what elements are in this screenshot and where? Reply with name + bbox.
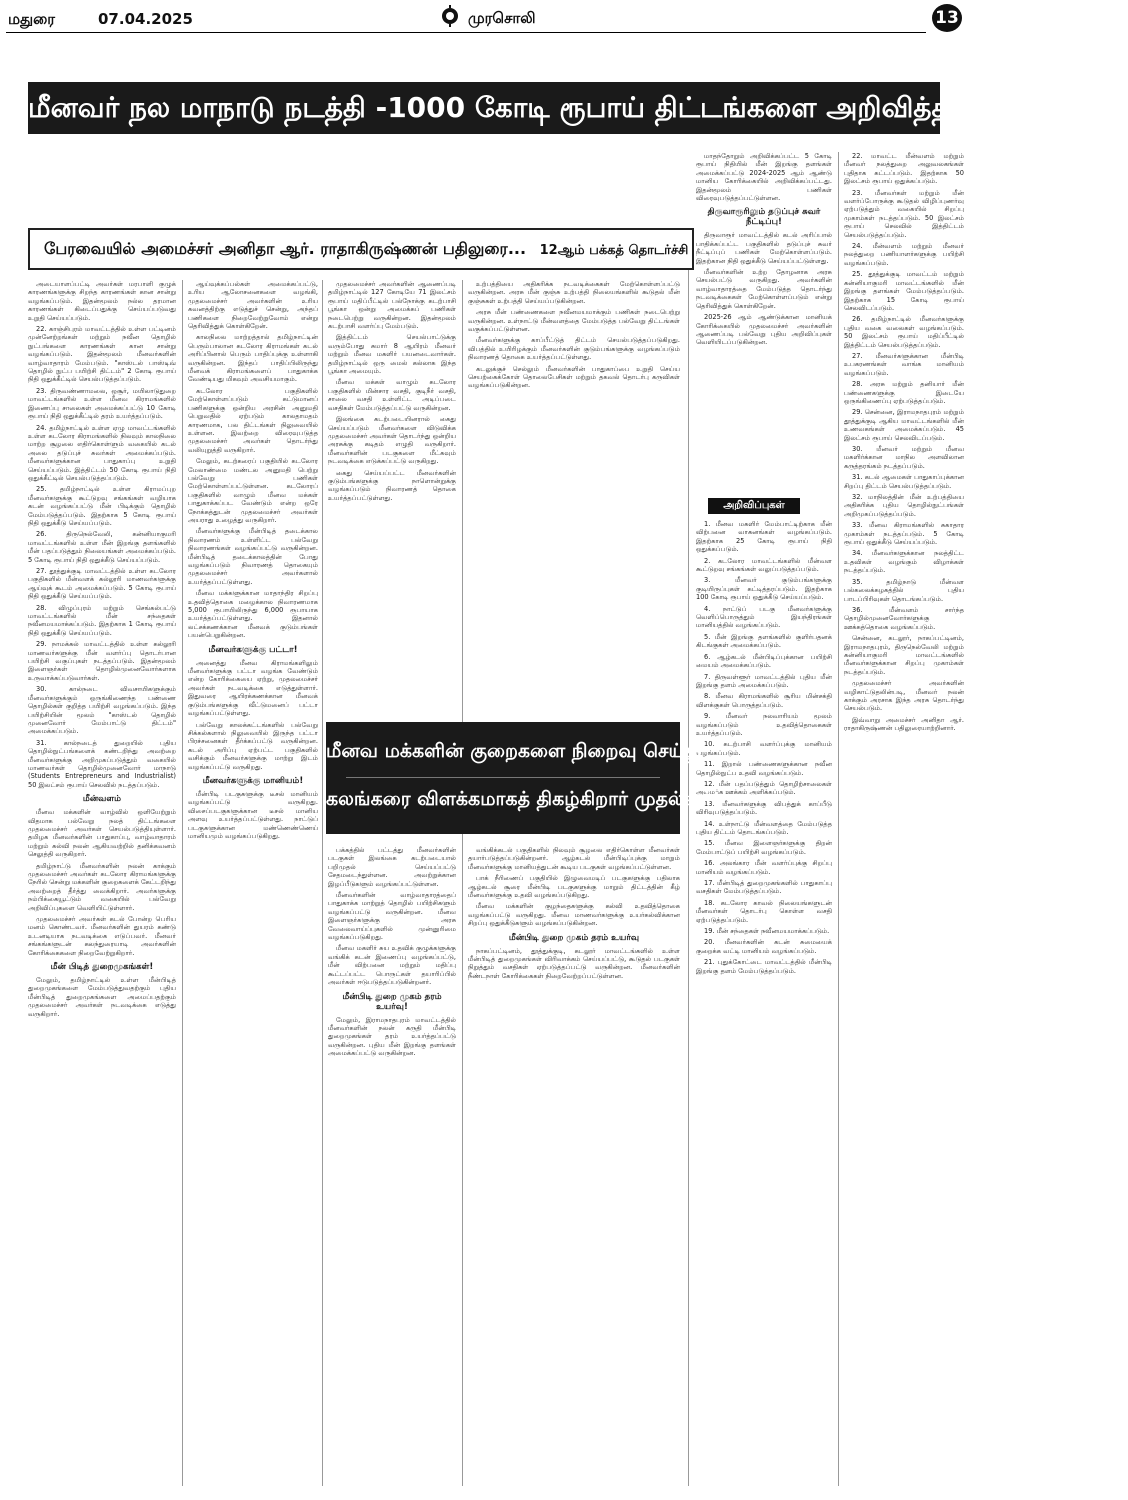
paragraph: 30. மீனவர் மற்றும் மீனவ மகளிர்க்கான மாநில அளவிலான கருத்தரங்கம் நடத்தப்படும். bbox=[844, 445, 964, 470]
rising-sun-logo-icon bbox=[440, 5, 460, 27]
column-rule bbox=[838, 152, 839, 1486]
paragraph: பாக் நீரிணைப் பகுதியில் இழுவைமடிப் படகுகளுக்கு பதிலாக ஆழ்கடல் சூரை மீன்பிடி படகுகளுக்கு மாறும் திட்டத்தின் கீழ் மீனவர்களுக்கு உதவி வழங்கப்படுகிறது. bbox=[468, 874, 680, 900]
list-item: 9. மீனவர் நலவாரியம் மூலம் வழங்கப்படும் உதவித்தொகைகள் உயர்த்தப்படும். bbox=[696, 712, 832, 737]
paragraph: 34. மீனவர்களுக்கான நலத்திட்ட உதவிகள் வழங்கும் விழாக்கள் நடத்தப்படும். bbox=[844, 549, 964, 575]
paragraph: 23. மீனவர்கள் மற்றும் மீன் வளர்ப்போருக்கு கூடுதல் விழிப்புணர்வு ஏற்படுத்தும் வகையில் சிறப்பு முகாம்கள் நடத்தப்படும். 50 இலட்சம் ரூபாய் செலவில் இத்திட்டம் செயல்படுத்தப்படும். bbox=[844, 188, 964, 239]
paragraph: கடலோர பகுதிகளில் மேற்கொள்ளப்படும் கட்டுமானப் பணிகளுக்கு ஒன்றிய அரசின் அனுமதி பெறுவதில் ஏற்படும் காலதாமதம் காரணமாக, பல திட்டங்கள் நிலுவையில் உள்ளன. இவற்றை விரைவுபடுத்த முதலமைச்சர் அவர்கள் தொடர்ந்து வலியுறுத்தி வருகிறார். bbox=[188, 386, 318, 454]
list-item: 13. மீனவர்களுக்கு விபத்துக் காப்பீடு விரிவுபடுத்தப்படும். bbox=[696, 799, 832, 817]
article-column-2 bbox=[188, 280, 318, 1486]
paragraph: 2025-26 ஆம் ஆண்டுக்கான மானியக் கோரிக்கையில் முதலமைச்சர் அவர்களின் ஆணைப்படி பல்வேறு புதிய அறிவிப்புகள் வெளியிடப்படுகின்றன. bbox=[696, 313, 832, 347]
paragraph: மேலும், இராமநாதபுரம் மாவட்டத்தில் மீனவர்களின் நலன் கருதி மீன்பிடி துறைமுகங்கள் தரம் உயர்த்தப்பட்டு வருகின்றன. புதிய மீன் இறங்கு தளங்கள் அமைக்கப்பட்டு வருகின்றன. bbox=[328, 1015, 456, 1058]
list-item: 3. மீனவர் குடும்பங்களுக்கு குடியிருப்புகள் கட்டித்தரப்படும். இதற்காக 100 கோடி ரூபாய் ஒதுக்கீடு செய்யப்படும். bbox=[696, 576, 832, 602]
page-number-badge: 13 bbox=[932, 4, 962, 32]
list-item: 19. மீன் சந்தைகள் நவீனமயமாக்கப்படும். bbox=[704, 927, 830, 936]
list-item: 5. மீன் இறங்கு தளங்களில் குளிர்பதனக் கிடங்குகள் அமைக்கப்படும். bbox=[696, 632, 832, 650]
paragraph: நாகப்பட்டினம், தூத்துக்குடி, கடலூர் மாவட்டங்களில் உள்ள மீன்பிடித் துறைமுகங்கள் விரிவாக்கம் செய்யப்பட்டு, கூடுதல் படகுகள் நிறுத்தும் வசதிகள் ஏற்படுத்தப்பட்டு வருகின்றன. மீனவர்களின் நீண்டநாள் கோரிக்கைகள் நிறைவேற்றப்பட்டுள்ளன. bbox=[468, 946, 680, 980]
list-item: 17. மீன்பிடித் துறைமுகங்களில் பாதுகாப்பு வசதிகள் மேம்படுத்தப்படும். bbox=[696, 879, 832, 896]
paragraph: மேலும், கடற்கரைப் பகுதியில் கடலோர மேலாண்மை மண்டல அனுமதி பெற்று பல்வேறு பணிகள் மேற்கொள்ளப்பட்டுள்ளன. கடலோரப் பகுதிகளில் வாழும் மீனவ மக்கள் பாதுகாக்கப்பட வேண்டும் என்ற ஒரே நோக்கத்துடன் முதலமைச்சர் அவர்கள் அயராது உழைத்து வருகிறார். bbox=[188, 457, 318, 524]
column-rule bbox=[688, 230, 689, 1486]
paragraph: 29. சென்னை, இராமநாதபுரம் மற்றும் தூத்துக்குடி ஆகிய மாவட்டங்களில் மீன் உணவகங்கள் அமைக்கப்படும். 45 இலட்சம் ரூபாய் செலவிடப்படும். bbox=[844, 408, 964, 442]
edition-city: மதுரை bbox=[8, 10, 56, 28]
column-rule bbox=[462, 280, 463, 1486]
paragraph: மீனவ மக்களின் குழந்தைகளுக்கு கல்வி உதவித்தொகை வழங்கப்பட்டு வருகிறது. மீனவ மாணவர்களுக்கு உயர்கல்விக்கான சிறப்பு ஒதுக்கீடுகளும் வழங்கப்படுகின்றன. bbox=[468, 902, 680, 928]
paragraph: மீனவர்களுக்கு மீன்பிடித் தடைக்கால நிவாரணம் உள்ளிட்ட பல்வேறு நிவாரணங்கள் வழங்கப்பட்டு வருகின்றன. மீன்பிடித் தடைக்காலத்தின் போது வழங்கப்படும் நிவாரணத் தொகையும் முதலமைச்சர் அவர்களால் உயர்த்தப்பட்டுள்ளது. bbox=[188, 527, 318, 586]
column-rule bbox=[322, 280, 323, 1486]
paragraph: அரசு மீன் பண்ணைகளை நவீனமயமாக்கும் பணிகள் நடைபெற்று வருகின்றன. உள்நாட்டு மீன்வளத்தை மேம்படுத்த பல்வேறு திட்டங்கள் வகுக்கப்பட்டுள்ளன. bbox=[468, 308, 680, 334]
article-column-1a bbox=[28, 280, 176, 1486]
edition-date: 07.04.2025 bbox=[98, 10, 193, 28]
paragraph: 26. தமிழ்நாட்டில் மீனவர்களுக்கு புதிய வகை வலைகள் வழங்கப்படும். 50 இலட்சம் ரூபாய் மதிப்பீட்டில் இத்திட்டம் செயல்படுத்தப்படும். bbox=[844, 315, 964, 349]
newspaper-name: முரசொலி bbox=[468, 9, 536, 27]
paragraph: 33. மீனவ கிராமங்களில் சுகாதார முகாம்கள் நடத்தப்படும். 5 கோடி ரூபாய் ஒதுக்கீடு செய்யப்படும். bbox=[844, 521, 964, 547]
paragraph: மீனவ மக்களின் வாழ்வில் ஒளியேற்றும் விதமாக பல்வேறு நலத் திட்டங்களை முதலமைச்சர் அவர்கள் செயல்படுத்தியுள்ளார். தமிழக மீனவர்களின் பாதுகாப்பு, வாழ்வாதாரம் மற்றும் கல்வி நலன் ஆகியவற்றில் தனிக்கவனம் செலுத்தி வருகிறார். bbox=[28, 808, 176, 859]
section-heading: மீன்வளம் bbox=[82, 794, 122, 805]
paragraph: காலநிலை மாற்றத்தால் தமிழ்நாட்டின் பெரும்பாலான கடலோர கிராமங்கள் கடல் அரிப்பினால் பெரும் பாதிப்புக்கு உள்ளாகி வருகின்றன. இந்தப் பாதிப்பிலிருந்து மீனவக் கிராமங்களைப் பாதுகாக்க வேண்டியது மிகவும் அவசியமாகும். bbox=[188, 333, 318, 384]
pull-quote-line-2: கலங்கரை விளக்கமாகத் திகழ்கிறார் முதல்வர்! bbox=[326, 788, 721, 810]
paragraph: முதலமைச்சர் அவர்களின் ஆணைப்படி தமிழ்நாட்டில் 127 கோடியே 71 இலட்சம் ரூபாய் மதிப்பீட்டில் பல்நோக்கு கடற்பாசி பூங்கா ஒன்று அமைக்கப் பணிகள் நடைபெற்று வருகின்றன. இதன்மூலம் கடற்பாசி வளர்ப்பு மேம்படும். bbox=[328, 280, 456, 331]
article-column-4-top bbox=[468, 280, 680, 712]
list-item: 4. நாட்டுப் படகு மீனவர்களுக்கு வெளிப்பொருத்தும் இயந்திரங்கள் மானியத்தில் வழங்கப்படும். bbox=[696, 604, 832, 630]
paragraph: அனைத்து மீனவ கிராமங்களிலும் மீனவர்களுக்கு பட்டா வழங்க வேண்டும் என்ற கோரிக்கையை ஏற்று, முதலமைச்சர் அவர்கள் நடவடிக்கை எடுத்துள்ளார். இதுவரை ஆயிரக்கணக்கான மீனவக் குடும்பங்களுக்கு வீட்டுமனைப் பட்டா வழங்கப்பட்டுள்ளது. bbox=[188, 658, 318, 718]
list-item: 10. கடற்பாசி வளர்ப்புக்கு மானியம் வழங்கப்படும். bbox=[696, 740, 832, 757]
section-heading: மீனவர்களுக்கு மானியம்! bbox=[202, 775, 304, 786]
section-heading: மீன்பிடி துறை முகம் தரம் உயர்வு! bbox=[342, 991, 442, 1012]
paragraph: இலங்கை கடற்படையினரால் கைது செய்யப்படும் மீனவர்களை விடுவிக்க முதலமைச்சர் அவர்கள் தொடர்ந்து ஒன்றிய அரசுக்கு கடிதம் எழுதி வருகிறார். மீனவர்களின் படகுகளை மீட்கவும் நடவடிக்கை எடுக்கப்பட்டு வருகிறது. bbox=[328, 415, 456, 466]
paragraph: முதலமைச்சர் அவர்களின் வழிகாட்டுதலின்படி, மீனவர் நலன் காக்கும் அரசாக இந்த அரசு தொடர்ந்து செயல்படும். bbox=[844, 679, 964, 713]
article-column-5-list bbox=[696, 520, 832, 1486]
paragraph: 28. அரசு மற்றும் தனியார் மீன் பண்ணைகளுக்கு இடையே ஒருங்கிணைப்பு ஏற்படுத்தப்படும். bbox=[844, 380, 964, 405]
list-item: 16. அலங்கார மீன் வளர்ப்புக்கு சிறப்பு மானியம் வழங்கப்படும். bbox=[696, 859, 832, 876]
list-item: 18. கடலோர காவல் நிலையங்களுடன் மீனவர்கள் தொடர்பு கொள்ள வசதி ஏற்படுத்தப்படும். bbox=[696, 898, 832, 924]
pull-quote-divider bbox=[346, 777, 660, 778]
paragraph: முதலமைச்சர் அவர்கள் கடல் போன்ற பெரிய மனம் கொண்டவர். மீனவர்களின் துயரம் கண்டு உடனடியாக நடவடிக்கை எடுப்பவர். மீனவர் சங்கங்களுடன் கலந்துரையாடி அவர்களின் கோரிக்கைகளை நிறைவேற்றுகிறார். bbox=[28, 915, 176, 957]
paragraph: வங்கிக்கடல் பகுதிகளில் நிலவும் சூழலை எதிர்கொள்ள மீனவர்கள் தயார்படுத்தப்படுகின்றனர். ஆழ்கடல் மீன்பிடிப்புக்கு மாறும் மீனவர்களுக்கு மானியத்துடன் கூடிய படகுகள் வழங்கப்பட்டுள்ளன. bbox=[468, 846, 680, 871]
subheadline-text: பேரவையில் அமைச்சர் அனிதா ஆர். ராதாகிருஷ்ணன் பதிலுரை... bbox=[44, 239, 527, 258]
section-heading: மீனவர்களுக்கு பட்டா! bbox=[208, 644, 298, 655]
subheadline-box bbox=[28, 228, 694, 270]
paragraph: மீனவ மக்கள் வாழும் கடலோர பகுதிகளில் மின்சார வசதி, குடிநீர் வசதி, சாலை வசதி உள்ளிட்ட அடிப்படை வசதிகள் மேம்படுத்தப்பட்டு வருகின்றன. bbox=[328, 378, 456, 412]
paragraph: மீனவர்களின் வாழ்வாதாரத்தைப் பாதுகாக்க மாற்றுத் தொழில் பயிற்சிகளும் வழங்கப்பட்டு வருகின்றன. மீனவ இளைஞர்களுக்கு அரசு வேலைவாய்ப்புகளில் முன்னுரிமை வழங்கப்படுகிறது. bbox=[328, 891, 456, 942]
paragraph: கைது செய்யப்பட்ட மீனவர்களின் குடும்பங்களுக்கு நாளொன்றுக்கு வழங்கப்படும் நிவாரணத் தொகை உயர்த்தப்பட்டுள்ளது. bbox=[328, 468, 456, 502]
paragraph: 22. மாவட்ட மீன்வளம் மற்றும் மீனவர் நலத்துறை அலுவலகங்கள் புதிதாக கட்டப்படும். இதற்காக 50 இலட்சம் ரூபாய் ஒதுக்கப்படும். bbox=[844, 152, 964, 186]
list-item: 7. திருவள்ளூர் மாவட்டத்தில் புதிய மீன் இறங்கு தளம் அமைக்கப்படும். bbox=[696, 672, 832, 689]
article-column-4-bottom bbox=[468, 846, 680, 1486]
page-header bbox=[0, 0, 972, 38]
list-item: 21. புதுக்கோட்டை மாவட்டத்தில் மீன்பிடி இறங்கு தளம் மேம்படுத்தப்படும். bbox=[696, 958, 832, 975]
paragraph: ஆய்வுக்கப்பல்கள் அமைக்கப்பட்டு, உரிய ஆலோசனைகளை வழங்கி, முதலமைச்சர் அவர்களின் உரிய கவனத்திற்கு எடுத்துச் சென்று, அந்தப் பணிகளை நிறைவேற்றுவோம் என்று தெரிவித்துக் கொள்கிறேன். bbox=[188, 280, 318, 331]
paragraph: மேலும், தமிழ்நாட்டில் உள்ள மீன்பிடித் துறைமுகங்களை மேம்படுத்துவதற்கும் புதிய மீன்பிடித் துறைமுகங்களை அமைப்பதற்கும் முதலமைச்சர் அவர்கள் நடவடிக்கை எடுத்து வருகிறார். bbox=[28, 976, 176, 1018]
list-item: 12. மீன் பதப்படுத்தும் தொழிற்சாலைகள் அமைக்க ஊக்கம் அளிக்கப்படும். bbox=[696, 779, 832, 797]
paragraph: திருவாரூர் மாவட்டத்தில் கடல் அரிப்பால் பாதிக்கப்பட்ட பகுதிகளில் தடுப்புச் சுவர் நீட்டிப்புப் பணிகள் மேற்கொள்ளப்படும். இதற்கான நிதி ஒதுக்கீடு செய்யப்பட்டுள்ளது. bbox=[696, 231, 832, 265]
list-item: 11. இறால் பண்ணைகளுக்கான நவீன தொழில்நுட்ப உதவி வழங்கப்படும். bbox=[696, 760, 832, 777]
paragraph: 27. தூத்துக்குடி மாவட்டத்தில் உள்ள கடலோர பகுதிகளில் மீன்வளக் கல்லூரி மாணவர்களுக்கு ஆய்வுக் கூடம் அமைக்கப்படும். 5 கோடி ரூபாய் நிதி ஒதுக்கீடு செய்யப்படும். bbox=[28, 567, 176, 601]
paragraph: 35. தமிழ்நாடு மீன்வள பல்கலைக்கழகத்தில் புதிய பாடப்பிரிவுகள் தொடங்கப்படும். bbox=[844, 577, 964, 603]
paragraph: மீனவ மக்களுக்கான மாதாந்திர சிறப்பு உதவித்தொகை மழைக்கால நிவாரணமாக 5,000 ரூபாயிலிருந்து 6,000 ரூபாயாக உயர்த்தப்பட்டுள்ளது. இதனால் லட்சக்கணக்கான மீனவக் குடும்பங்கள் பயன்பெறுகின்றன. bbox=[188, 589, 318, 640]
paragraph: 36. மீன்வளம் சார்ந்த தொழில்முனைவோர்களுக்கு ஊக்கத்தொகை வழங்கப்படும். bbox=[844, 605, 964, 631]
main-headline: மீனவர் நல மாநாடு நடத்தி -1000 கோடி ரூபாய் திட்டங்களை அறிவித்தவர் முதல்வர்! bbox=[28, 82, 940, 134]
continuation-note: 12ஆம் பக்கத் தொடர்ச்சி bbox=[539, 243, 689, 258]
paragraph: இத்திட்டம் செயல்பாட்டுக்கு வரும்போது சுமார் 8 ஆயிரம் மீனவர் மற்றும் மீனவ மகளிர் பயனடைவார்கள். தமிழ்நாட்டில் ஒரு மைல் கல்லாக இந்த பூங்கா அமையும். bbox=[328, 333, 456, 376]
paragraph: 27. மீனவர்களுக்கான மீன்பிடி உபகரணங்கள் வாங்க மானியம் வழங்கப்படும். bbox=[844, 351, 964, 377]
paragraph: உற்பத்தியை அதிகரிக்க நடவடிக்கைகள் மேற்கொள்ளப்பட்டு வருகின்றன. அரசு மீன் குஞ்சு உற்பத்தி நிலையங்களில் கூடுதல் மீன் குஞ்சுகள் உற்பத்தி செய்யப்படுகின்றன. bbox=[468, 280, 680, 305]
paragraph: மீனவ மகளிர் சுய உதவிக் குழுக்களுக்கு வங்கிக் கடன் இணைப்பு வழங்கப்பட்டு, மீன் விற்பனை மற்றும் மதிப்பு கூட்டப்பட்ட பொருட்கள் தயாரிப்பில் அவர்கள் ஈடுபடுத்தப்படுகின்றனர். bbox=[328, 944, 456, 987]
header-divider bbox=[6, 32, 926, 33]
paragraph: அடையாளப்பட்டி அவர்கள் மரபாளி குழுக் காரணங்களுக்கு சிறந்த காரணங்கள் கான சான்று வழங்கப்படும். இதன்மூலம் நல்ல தரமான காரணங்கள் கிடைப்பதுக்கு செய்யப்படுவது உறுதி செய்யப்படும். bbox=[28, 280, 176, 322]
article-column-3-bottom bbox=[328, 846, 456, 1486]
paragraph: 24. மீன்வளம் மற்றும் மீனவர் நலத்துறை பணியாளர்களுக்கு பயிற்சி வழங்கப்படும். bbox=[844, 242, 964, 267]
paragraph: 25. தமிழ்நாட்டில் உள்ள கிராமப்புற மீனவர்களுக்கு கூட்டுறவு சங்கங்கள் வழியாக கடன் வழங்கப்பட்டு மீன் பிடிக்கும் தொழில் மேம்படுத்தப்படும். இதற்காக 5 கோடி ரூபாய் நிதி ஒதுக்கீடு செய்யப்படும். bbox=[28, 485, 176, 527]
section-heading: மீன் பிடித் துறைமுகங்கள்! bbox=[50, 962, 154, 973]
paragraph: 22. காஞ்சிபுரம் மாவட்டத்தில் உள்ள பட்டினம் முன்னேற்றங்கள் மற்றும் நவீன தொழில் நுட்பங்களை காரணங்கள் கான சான்று வழங்கப்படும். இதன்மூலம் மீனவர்களின் வாழ்வாதாரம் மேம்படும். "காஸ்டல் பாஸ்டிவ் தொழில் நுட்ப பயிற்சி திட்டம்" 2 கோடி ரூபாய் நிதி ஒதுக்கீட்டில் செயல்படுத்தப்படும். bbox=[28, 325, 176, 384]
paragraph: பக்கத்தில் பட்டத்து மீனவர்களின் படகுகள் இலங்கை கடற்படையால் பறிமுதல் செய்யப்பட்டு சேதமடைந்துள்ளன. அவற்றுக்கான இழப்பீடுகளும் வழங்கப்பட்டுள்ளன. bbox=[328, 846, 456, 888]
section-heading: திருவாரூரிலும் தடுப்புச் சுவர் நீட்டிப்பு! bbox=[707, 207, 821, 228]
list-item: 1. மீனவ மகளிர் மேம்பாட்டிற்காக மீன் விற்பனை வாகனங்கள் வழங்கப்படும். இதற்காக 25 கோடி ரூபாய் நிதி ஒதுக்கப்படும். bbox=[696, 520, 832, 554]
paragraph: மீன்பிடி படகுகளுக்கு டீசல் மானியம் வழங்கப்பட்டு வருகிறது. விசைப்படகுகளுக்கான டீசல் மானிய அளவு உயர்த்தப்பட்டுள்ளது. நாட்டுப் படகுகளுக்கான மண்ணெண்ணெய் மானியமும் வழங்கப்படுகிறது. bbox=[188, 789, 318, 840]
paragraph: தமிழ்நாட்டு மீனவர்களின் நலன் காக்கும் முதலமைச்சர் அவர்கள் கடலோர கிராமங்களுக்கு நேரில் சென்று மக்களின் குறைகளைக் கேட்டறிந்து அவற்றைத் தீர்த்து வைக்கிறார். அவர்களுக்கு நம்பிக்கையூட்டும் வகையில் பல்வேறு அறிவிப்புகளை வெளியிட்டுள்ளார். bbox=[28, 861, 176, 912]
list-item: 15. மீனவ இளைஞர்களுக்கு திறன் மேம்பாட்டுப் பயிற்சி வழங்கப்படும். bbox=[696, 839, 832, 856]
list-item: 6. ஆழ்கடல் மீன்பிடிப்புக்கான பயிற்சி மையம் அமைக்கப்படும். bbox=[696, 652, 832, 670]
list-item: 8. மீனவ கிராமங்களில் சூரிய மின்சக்தி விளக்குகள் பொருத்தப்படும். bbox=[696, 692, 832, 709]
article-column-5-top bbox=[696, 152, 832, 492]
column-rule bbox=[182, 280, 183, 1486]
paragraph: மீனவர்களின் உற்ற தோழனாக அரசு செயல்பட்டு வருகிறது. அவர்களின் வாழ்வாதாரத்தை மேம்படுத்த தொடர்ந்து நடவடிக்கைகள் மேற்கொள்ளப்படும் என்று தெரிவித்துக் கொள்கிறேன். bbox=[696, 268, 832, 310]
pull-quote-line-1: மீனவ மக்களின் குறைகளை நிறைவு செய்து bbox=[326, 740, 702, 762]
paragraph: 24. தமிழ்நாட்டில் உள்ள ஏழு மாவட்டங்களில் உள்ள கடலோர கிராமங்களில் நிலவும் காலநிலை மாற்ற சூழலை எதிர்கொள்ளும் வகையில் கடல் அலை தடுப்புச் சுவர்கள் அமைக்கப்படும். மீனவர்களுக்கான பாதுகாப்பு உறுதி செய்யப்படும். இத்திட்டம் 50 கோடி ரூபாய் நிதி ஒதுக்கீட்டில் செயல்படுத்தப்படும். bbox=[28, 423, 176, 482]
paragraph: 23. திருவண்ணாமலை, ஒசூர், மயிலாடுதுறை மாவட்டங்களில் உள்ள மீனவ கிராமங்களில் இணைப்பு சாலைகள் அமைக்கப்பட்டு 10 கோடி ரூபாய் நிதி ஒதுக்கீட்டில் தரம் உயர்த்தப்படும். bbox=[28, 386, 176, 421]
list-item: 14. உள்நாட்டு மீன்வளத்தை மேம்படுத்த புதிய திட்டம் தொடங்கப்படும். bbox=[696, 819, 832, 836]
pull-quote-box bbox=[326, 722, 721, 834]
article-column-6 bbox=[844, 152, 964, 1486]
paragraph: சென்னை, கடலூர், நாகப்பட்டினம், இராமநாதபுரம், திருநெல்வேலி மற்றும் கன்னியாகுமரி மாவட்டங்களில் மீனவர்களுக்கான சிறப்பு முகாம்கள் நடத்தப்படும். bbox=[844, 634, 964, 676]
article-column-3-top bbox=[328, 280, 456, 712]
list-item: 20. மீனவர்களின் கடன் சுமையைக் குறைக்க வட்டி மானியம் வழங்கப்படும். bbox=[696, 938, 832, 955]
paragraph: கடலுக்குச் செல்லும் மீனவர்களின் பாதுகாப்பை உறுதி செய்ய செயற்கைக்கோள் தொலைபேசிகள் மற்றும் தகவல் தொடர்பு கருவிகள் வழங்கப்படுகின்றன. bbox=[468, 364, 680, 390]
announcements-heading: அறிவிப்புகள் bbox=[708, 498, 800, 514]
paragraph: 31. கால்நடைத் துறையில் புதிய தொழில்நுட்பங்களைக் கண்டறிந்து அவற்றை மீனவர்களுக்கு அறிமுகப்படுத்தும் வகையில் மாணவர்கள் தொழில்முனைவோர் மாநாடு (Students Entrepreneurs and Industrialist) 50 இலட்சம் ரூபாய் செலவில் நடத்தப்படும். bbox=[28, 738, 176, 789]
paragraph: 28. விழுப்புரம் மற்றும் செங்கல்பட்டு மாவட்டங்களில் மீன் சந்தைகள் நவீனமயமாக்கப்படும். இதற்காக 1 கோடி ரூபாய் நிதி ஒதுக்கீடு செய்யப்படும். bbox=[28, 603, 176, 637]
paragraph: 26. திருநெல்வேலி, கன்னியாகுமரி மாவட்டங்களில் உள்ள மீன் இறங்கு தளங்களில் மீன் பதப்படுத்தும் நிலையங்கள் அமைக்கப்படும். 5 கோடி ரூபாய் நிதி ஒதுக்கீடு செய்யப்படும். bbox=[28, 530, 176, 564]
paragraph: மாதந்தோறும் அறிவிக்கப்பட்ட 5 கோடி ரூபாய் நிதியில் மீன் இறங்கு தளங்கள் அமைக்கப்பட்டு 2024-2025 ஆம் ஆண்டு மானிய கோரிக்கையில் அறிவிக்கப்பட்டது. இதன்மூலம் பணிகள் விரைவுபடுத்தப்பட்டுள்ளன. bbox=[696, 152, 832, 203]
paragraph: இவ்வாறு அமைச்சர் அனிதா ஆர். ராதாகிருஷ்ணன் பதிலுரையாற்றினார். bbox=[844, 715, 964, 733]
paragraph: 31. கடல் ஆமைகள் பாதுகாப்புக்கான சிறப்பு திட்டம் செயல்படுத்தப்படும். bbox=[844, 473, 964, 490]
paragraph: 29. நாமக்கல் மாவட்டத்தில் உள்ள கல்லூரி மாணவர்களுக்கு மீன் வளர்ப்பு தொடர்பான பயிற்சி வகுப்புகள் நடத்தப்படும். இதன்மூலம் இளைஞர்கள் தொழில்முனைவோர்களாக உருவாக்கப்படுவார்கள். bbox=[28, 640, 176, 682]
paragraph: 32. மாநிலத்தின் மீன் உற்பத்தியை அதிகரிக்க புதிய தொழில்நுட்பங்கள் அறிமுகப்படுத்தப்படும். bbox=[844, 493, 964, 518]
section-heading: மீன்பிடி துறை முகம் தரம் உயர்வு bbox=[508, 932, 640, 943]
paragraph: பல்வேறு காலக்கட்டங்களில் பல்வேறு சிக்கல்களால் நிலுவையில் இருந்த பட்டா பிரச்சனைகள் தீர்க்கப்பட்டு வருகின்றன. கடல் அரிப்பு ஏற்பட்ட பகுதிகளில் வசிக்கும் மீனவர்களுக்கு மாற்று இடம் வழங்கப்பட்டு வருகிறது. bbox=[188, 720, 318, 771]
paragraph: 25. தூத்துக்குடி மாவட்டம் மற்றும் கன்னியாகுமரி மாவட்டங்களில் மீன் இறங்கு தளங்கள் மேம்படுத்தப்படும். இதற்காக 15 கோடி ரூபாய் செலவிடப்படும். bbox=[844, 270, 964, 312]
paragraph: 30. கால்நடை விவசாயிகளுக்கும் மீனவர்களுக்கும் ஒருங்கிணைந்த பண்ணை தொழில்கள் குறித்த பயிற்சி வழங்கப்படும். இந்த பயிற்சியின் மூலம் "காஸ்டல் தொழில் முனைவோர் மேம்பாட்டு திட்டம்" அமைக்கப்படும். bbox=[28, 685, 176, 736]
paragraph: மீனவர்களுக்கு காப்பீட்டுத் திட்டம் செயல்படுத்தப்படுகிறது. விபத்தில் உயிரிழக்கும் மீனவர்களின் குடும்பங்களுக்கு வழங்கப்படும் நிவாரணத் தொகை உயர்த்தப்பட்டுள்ளது. bbox=[468, 336, 680, 362]
list-item: 2. கடலோர மாவட்டங்களில் மீன்வள கூட்டுறவு சங்கங்கள் வலுப்படுத்தப்படும். bbox=[696, 556, 832, 574]
